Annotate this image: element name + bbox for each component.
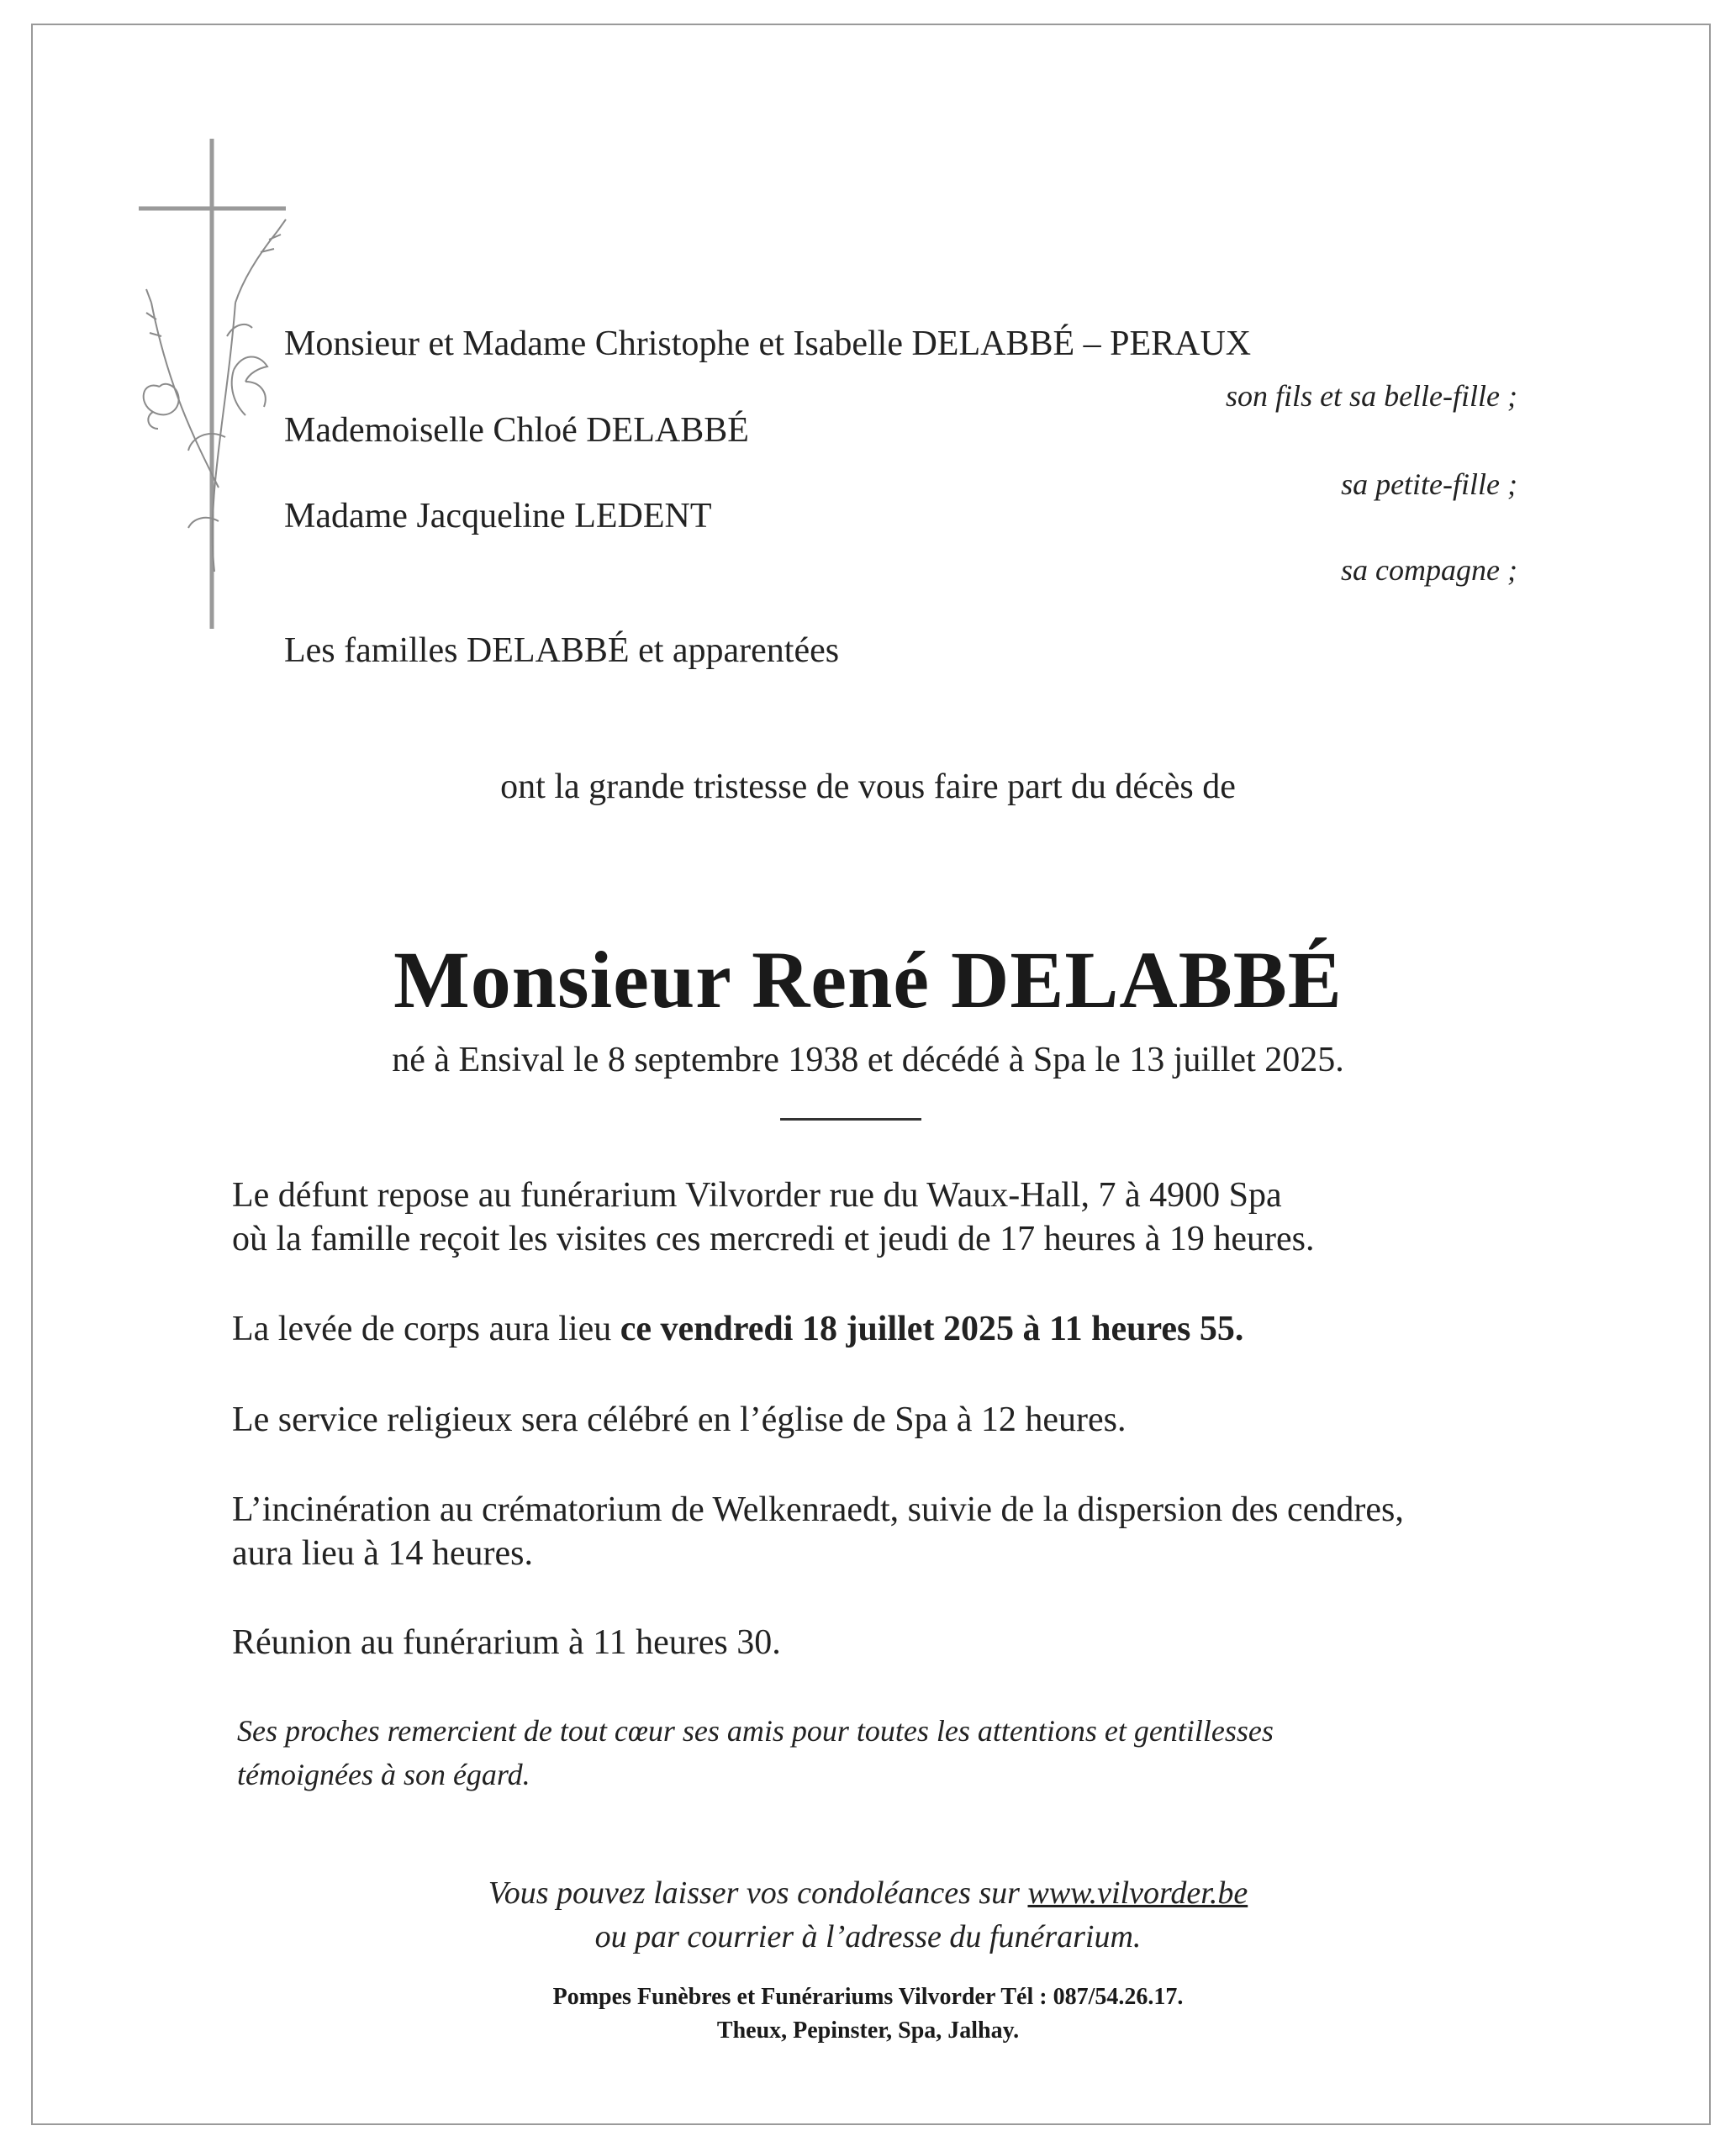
deceased-dates: né à Ensival le 8 septembre 1938 et décédé à Spa le 13 juillet 2025. — [392, 1041, 1344, 1079]
family-relation-3: sa compagne ; — [1341, 553, 1517, 587]
levee-prefix: La levée de corps aura lieu — [232, 1310, 620, 1348]
condolences-line-2: ou par courrier à l’adresse du funérarium. — [594, 1919, 1142, 1954]
incineration-line-1: L’incinération au crématorium de Welkenraedt, suivie de la dispersion des cendres, — [232, 1490, 1404, 1529]
thanks-line-2: témoignées à son égard. — [237, 1758, 530, 1791]
announcement: ont la grande tristesse de vous faire part du décès de — [500, 767, 1236, 806]
levee-paragraph — [232, 1307, 1243, 1351]
family-relation-2: sa petite-fille ; — [1341, 467, 1517, 501]
vilvorder-website-link[interactable]: www.vilvorder.be — [1027, 1875, 1248, 1911]
condolences-line-1 — [0, 1875, 1736, 1912]
family-name-1: Monsieur et Madame Christophe et Isabelle DELABBÉ – PERAUX — [284, 324, 1252, 363]
reunion-paragraph: Réunion au funérarium à 11 heures 30. — [232, 1623, 781, 1662]
thanks-line-1: Ses proches remercient de tout cœur ses amis pour toutes les attentions et gentillesses — [237, 1714, 1274, 1748]
levee-date: ce vendredi 18 juillet 2025 à 11 heures 55. — [620, 1310, 1244, 1348]
deceased-name: Monsieur René DELABBÉ — [393, 935, 1343, 1025]
separator-line — [780, 1118, 921, 1121]
service-paragraph: Le service religieux sera célébré en l’église de Spa à 12 heures. — [232, 1400, 1127, 1439]
cross-lily-icon — [135, 134, 328, 643]
families-line: Les familles DELABBÉ et apparentées — [284, 631, 840, 670]
repose-line-1: Le défunt repose au funérarium Vilvorder rue du Waux-Hall, 7 à 4900 Spa — [232, 1176, 1282, 1215]
condolences-prefix: Vous pouvez laisser vos condoléances sur — [488, 1875, 1028, 1911]
family-name-3: Madame Jacqueline LEDENT — [284, 497, 712, 535]
family-relation-1: son fils et sa belle-fille ; — [1226, 379, 1517, 413]
footer-line-1: Pompes Funèbres et Funérariums Vilvorder Tél : 087/54.26.17. — [552, 1984, 1184, 2010]
family-name-2: Mademoiselle Chloé DELABBÉ — [284, 411, 749, 450]
repose-line-2: où la famille reçoit les visites ces mercredi et jeudi de 17 heures à 19 heures. — [232, 1220, 1315, 1258]
footer-line-2: Theux, Pepinster, Spa, Jalhay. — [716, 2018, 1020, 2044]
incineration-line-2: aura lieu à 14 heures. — [232, 1534, 534, 1573]
